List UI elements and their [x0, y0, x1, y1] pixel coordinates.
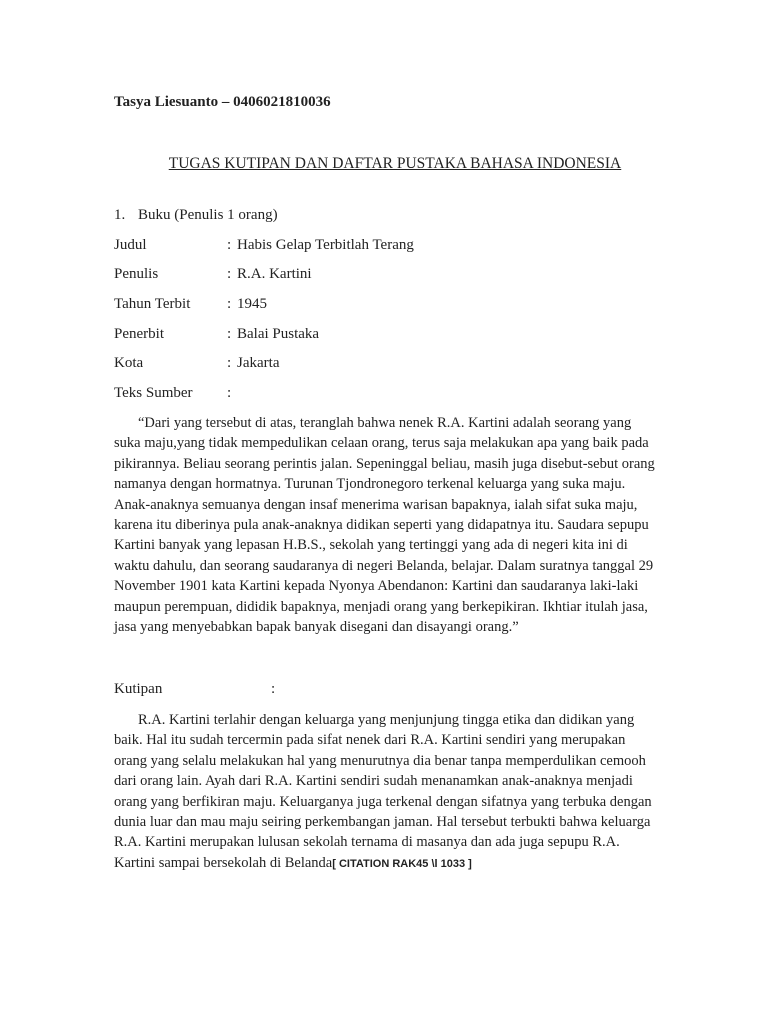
field-label: Penerbit [114, 326, 164, 342]
paragraph-line: Kartini banyak yang lepasan H.B.S., sekolah yang tertinggi yang ada di negeri kita ini di [114, 537, 628, 554]
field-value: 1945 [237, 296, 267, 312]
field-value: Balai Pustaka [237, 326, 320, 342]
field-separator: : [227, 355, 232, 371]
field-value: Jakarta [237, 355, 280, 371]
paragraph-line: baik. Hal itu sudah tercermin pada sifat nenek dari R.A. Kartini sendiri yang merupakan [114, 732, 626, 749]
field-label: Penulis [114, 266, 159, 282]
field-separator: : [227, 266, 232, 282]
paragraph-line: R.A. Kartini merupakan lulusan sekolah ternama di masanya dan ada juga sepupu R.A. [114, 834, 620, 851]
field-label: Kutipan [114, 681, 163, 697]
section-number: 1. [114, 207, 126, 223]
field-label: Judul [114, 237, 147, 253]
section-heading-text: Buku (Penulis 1 orang) [138, 207, 278, 223]
field-label: Kota [114, 355, 144, 371]
field-separator: : [227, 237, 232, 253]
paragraph-line: namanya dengan hormatnya. Turunan Tjondronegoro terkenal keluarga yang suka maju. [114, 476, 626, 493]
quote-text-paragraph [114, 710, 674, 874]
field-separator: : [227, 326, 232, 342]
paragraph-line: Anak-anaknya semuanya dengan insaf menerima warisan bapaknya, ialah sifat suka maju, [114, 496, 638, 513]
paragraph-line: waktu dahulu, dan seorang saudaranya di negeri Belanda, belajar. Dalam suratnya tanggal 29 [114, 557, 654, 574]
paragraph-line-last [114, 853, 674, 874]
document-title: TUGAS KUTIPAN DAN DAFTAR PUSTAKA BAHASA INDONESIA [168, 155, 622, 172]
field-separator: : [227, 296, 232, 312]
field-separator: : [271, 681, 276, 697]
paragraph-line: orang yang berfikiran maju. Keluarganya juga terkenal dengan sifatnya yang terbuka dengan [114, 793, 652, 810]
field-value: Habis Gelap Terbitlah Terang [237, 237, 414, 253]
paragraph-line: orang yang selalu melakukan hal yang menurutnya dia benar tanpa memperdulikan cemooh [114, 752, 646, 769]
source-text-paragraph [114, 413, 674, 637]
citation-field[interactable]: [ CITATION RAK45 \l 1033 ] [332, 857, 472, 870]
paragraph-line: karena itu diberinya pula anak-anaknya didikan seperti yang didapatnya itu. Saudara sepupu [114, 517, 649, 534]
paragraph-line: suka maju,yang tidak mempedulikan celaan orang, terus saja melakukan apa yang baik pada [114, 435, 649, 452]
paragraph-line-text: Kartini sampai bersekolah di Belanda [114, 854, 333, 871]
field-label: Tahun Terbit [114, 296, 191, 312]
paragraph-line: pikirannya. Beliau seorang perintis jalan. Sepeninggal beliau, masih juga disebut-sebut orang [114, 455, 655, 472]
paragraph-line: “Dari yang tersebut di atas, teranglah bahwa nenek R.A. Kartini adalah seorang yang [138, 415, 632, 431]
paragraph-line: dari orang lain. Ayah dari R.A. Kartini sendiri sudah menanamkan anak-anaknya menjadi [114, 773, 633, 790]
field-value: R.A. Kartini [237, 266, 312, 282]
paragraph-line: November 1901 kata Kartini kepada Nyonya Abendanon: Kartini dan saudaranya laki-laki [114, 578, 639, 595]
field-label: Teks Sumber [114, 385, 193, 401]
paragraph-line: R.A. Kartini terlahir dengan keluarga yang menjunjung tingga etika dan didikan yang [138, 712, 635, 728]
field-separator: : [227, 385, 232, 401]
section-heading [114, 207, 278, 224]
paragraph-line: maupun perempuan, dididik bapaknya, menjadi orang yang berkepikiran. Ikhtiar itulah jasa, [114, 598, 648, 615]
paragraph-line: jasa yang menyebabkan bapak banyak disegani dan disayangi orang.” [114, 619, 519, 636]
author-line: Tasya Liesuanto – 0406021810036 [114, 94, 331, 110]
paragraph-line: dunia luar dan mau maju seiring perkembangan jaman. Hal tersebut terbukti bahwa keluarga [114, 814, 651, 831]
